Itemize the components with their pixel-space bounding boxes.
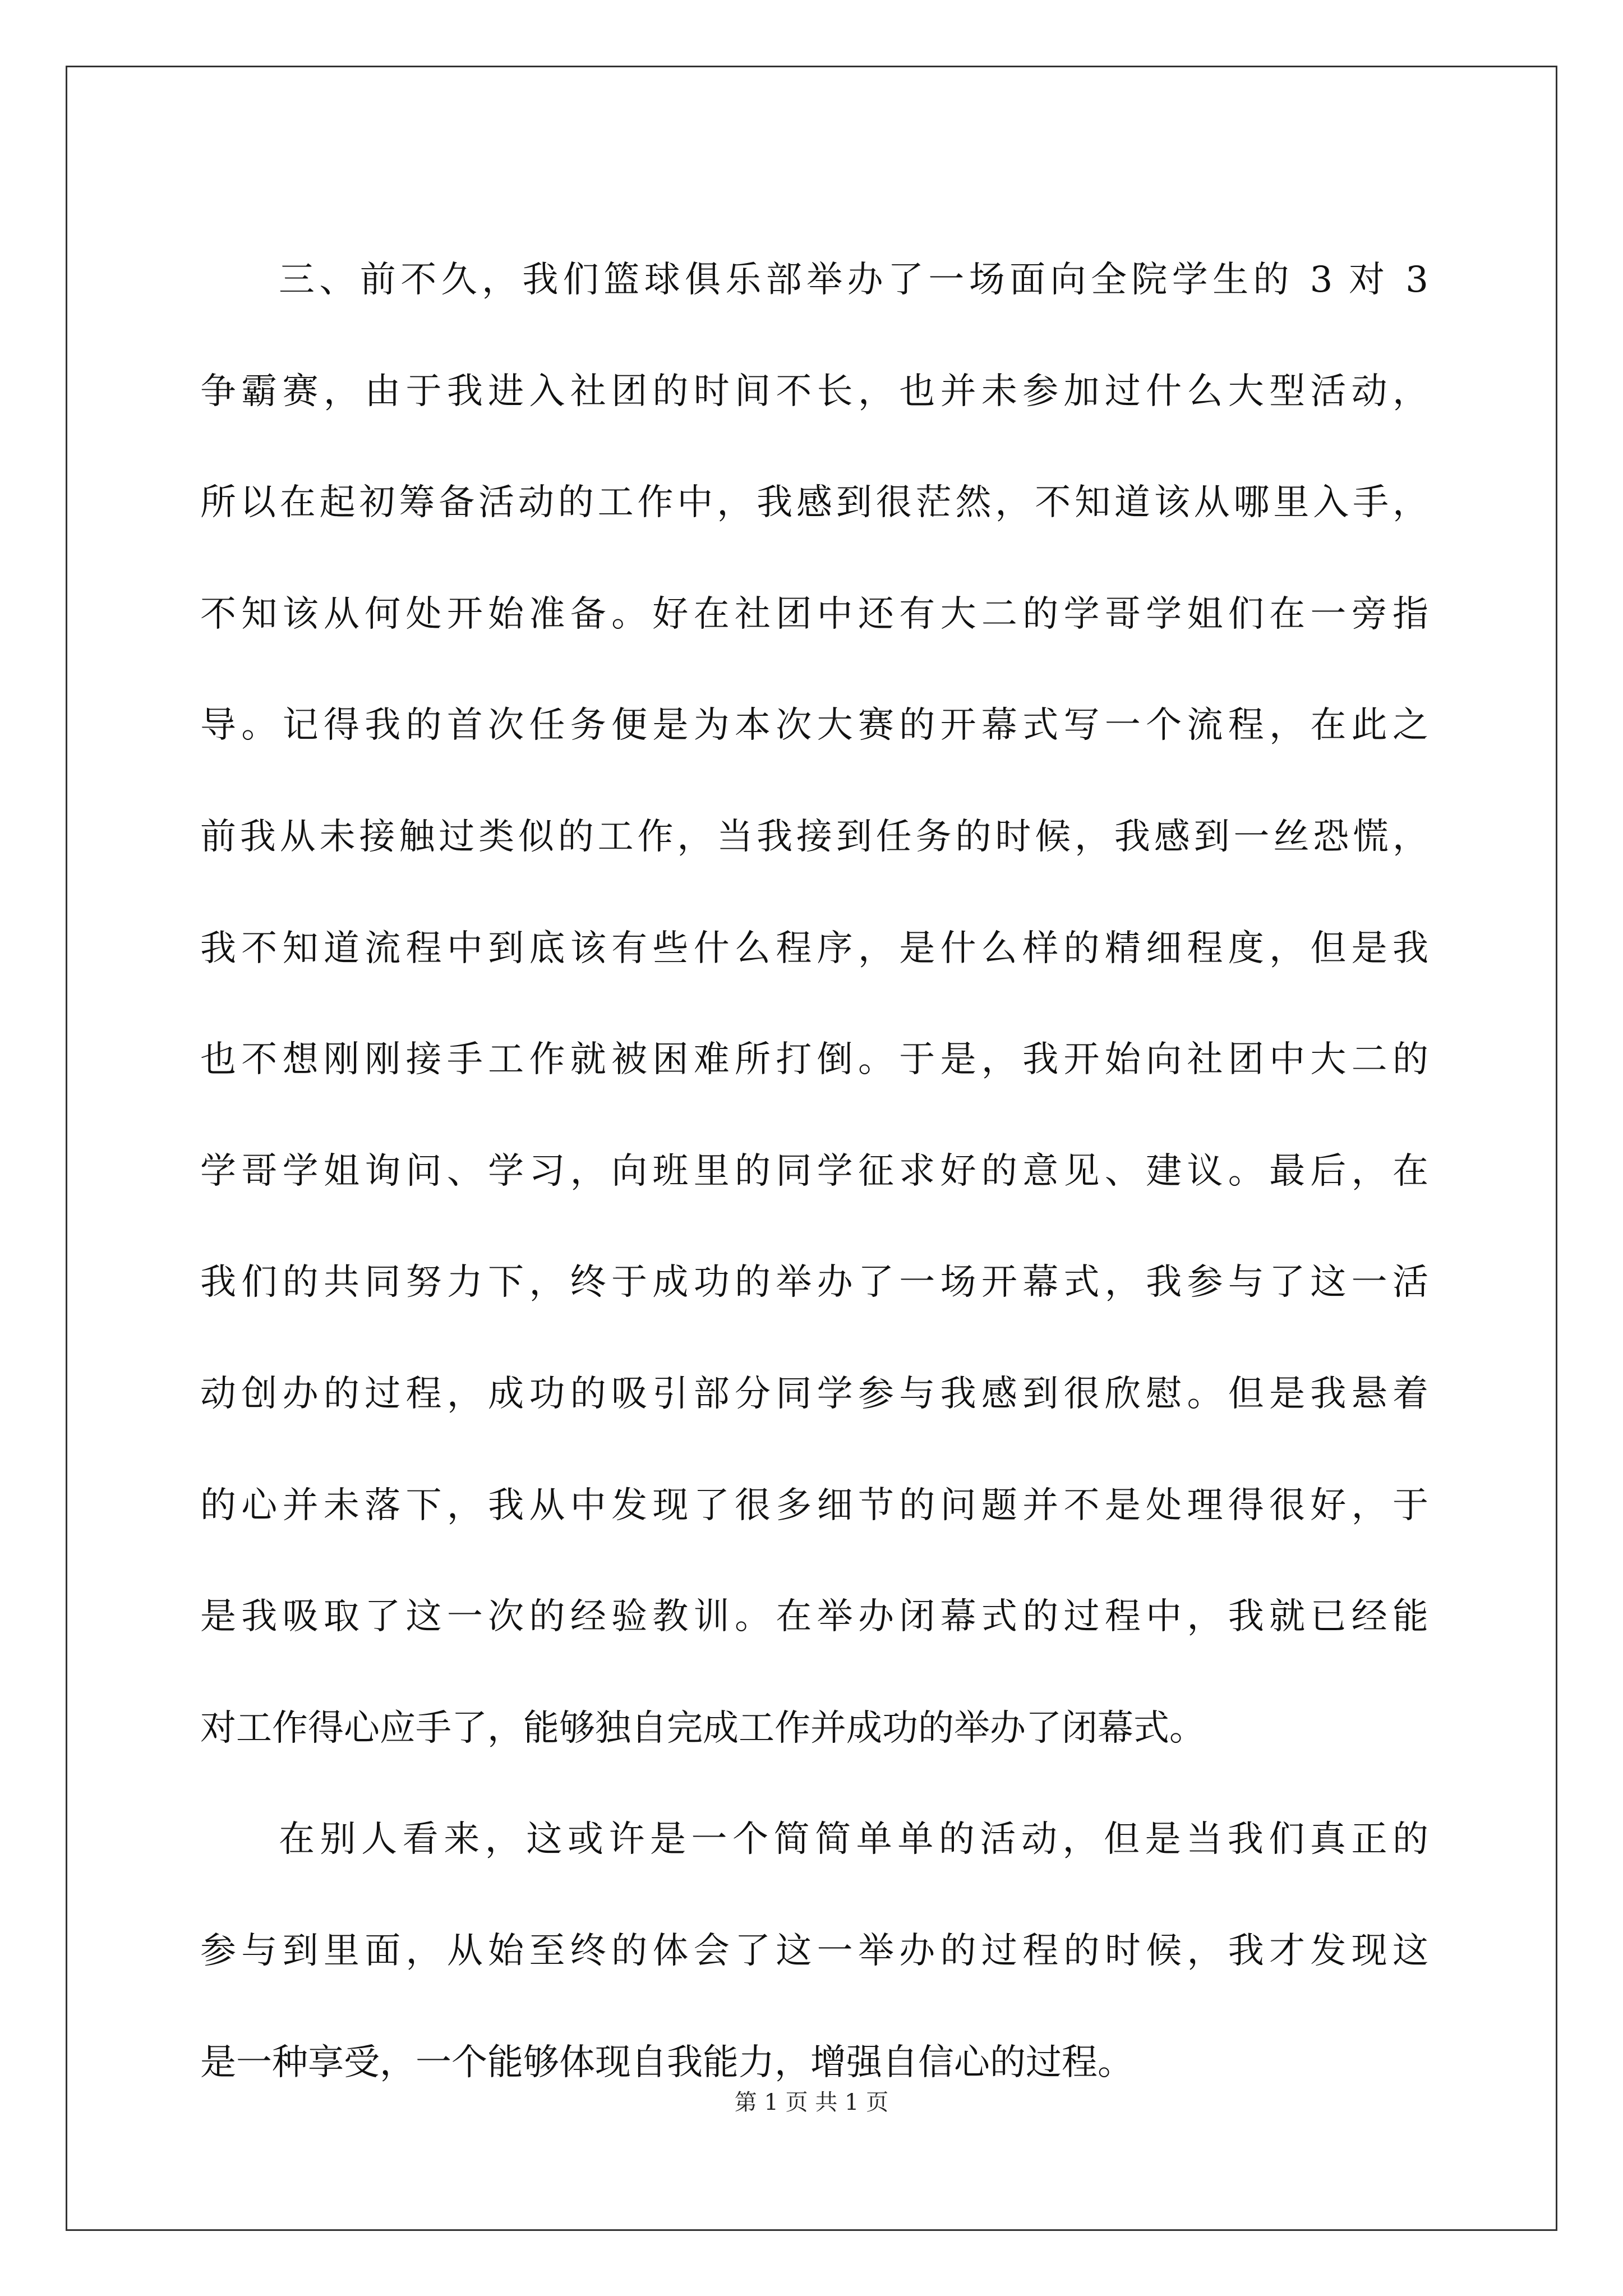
paragraph-1-line-13: 是我吸取了这一次的经验教训。在举办闭幕式的过程中，我就已经能: [200, 1596, 1428, 1638]
paragraph-1-line-6: 前我从未接触过类似的工作，当我接到任务的时候，我感到一丝恐慌，: [200, 816, 1428, 858]
paragraph-1-line-14: 对工作得心应手了，能够独自完成工作并成功的举办了闭幕式。: [200, 1707, 1205, 1749]
paragraph-2-line-2: 参与到里面，从始至终的体会了这一举办的过程的时候，我才发现这: [200, 1930, 1428, 1972]
paragraph-2-line-3: 是一种享受，一个能够体现自我能力，增强自信心的过程。: [200, 2041, 1133, 2083]
paragraph-1-line-9: 学哥学姐询问、学习，向班里的同学征求好的意见、建议。最后，在: [200, 1150, 1428, 1192]
paragraph-1-line-10: 我们的共同努力下，终于成功的举办了一场开幕式，我参与了这一活: [200, 1262, 1428, 1304]
paragraph-1-line-7: 我不知道流程中到底该有些什么程序，是什么样的精细程度，但是我: [200, 927, 1428, 969]
paragraph-2-line-1: 在别人看来，这或许是一个简简单单的活动，但是当我们真正的: [279, 1819, 1428, 1861]
document-body: [200, 224, 1428, 2118]
page-number-footer: 第 1 页 共 1 页: [734, 2090, 889, 2115]
paragraph-1-line-5: 导。记得我的首次任务便是为本次大赛的开幕式写一个流程，在此之: [200, 705, 1428, 747]
paragraph-1-line-12: 的心并未落下，我从中发现了很多细节的问题并不是处理得很好，于: [200, 1484, 1428, 1526]
paragraph-1-line-2: 争霸赛，由于我进入社团的时间不长，也并未参加过什么大型活动，: [200, 370, 1428, 412]
paragraph-1-line-8: 也不想刚刚接手工作就被困难所打倒。于是，我开始向社团中大二的: [200, 1039, 1428, 1081]
paragraph-1-line-3: 所以在起初筹备活动的工作中，我感到很茫然，不知道该从哪里入手，: [200, 482, 1428, 524]
paragraph-1-line-4: 不知该从何处开始准备。好在社团中还有大二的学哥学姐们在一旁指: [200, 593, 1428, 635]
paragraph-1-line-1: 三、前不久，我们篮球俱乐部举办了一场面向全院学生的 3 对 3: [279, 259, 1428, 301]
paragraph-1-line-11: 动创办的过程，成功的吸引部分同学参与我感到很欣慰。但是我悬着: [200, 1373, 1428, 1415]
